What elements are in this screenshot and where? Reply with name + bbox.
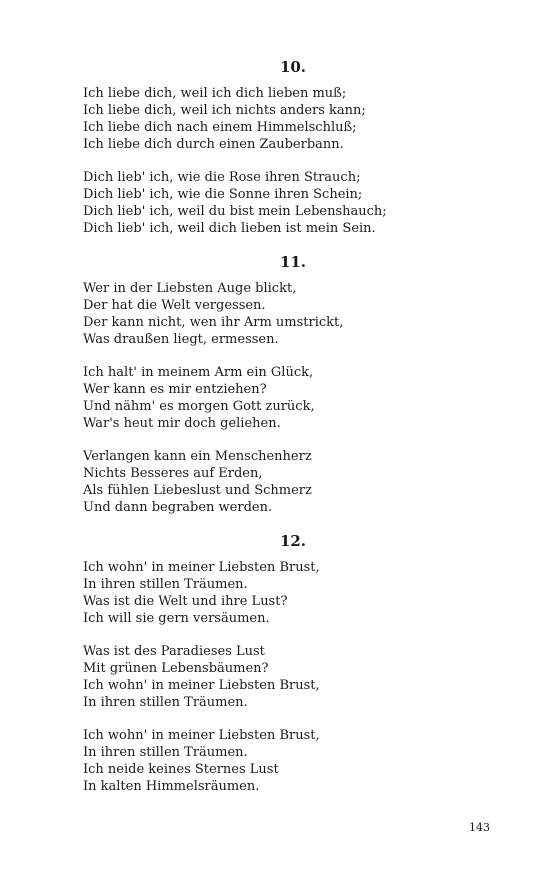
poem-11 <box>83 253 483 516</box>
verse-line: Was ist des Paradieses Lust <box>83 644 265 659</box>
verse-line: Ich liebe dich, weil ich nichts anders kann; <box>83 103 366 118</box>
verse-line: Mit grünen Lebensbäumen? <box>83 661 269 676</box>
poem-10 <box>83 58 483 237</box>
stanza <box>83 85 483 153</box>
verse-line: War's heut mir doch geliehen. <box>83 416 281 431</box>
verse-line: Ich will sie gern versäumen. <box>83 611 270 626</box>
verse-line: Ich wohn' in meiner Liebsten Brust, <box>83 678 320 693</box>
verse-line: Dich lieb' ich, wie die Rose ihren Strauch; <box>83 170 361 185</box>
stanza <box>83 280 483 348</box>
verse-line: In ihren stillen Träumen. <box>83 745 248 760</box>
verse-line: Der kann nicht, wen ihr Arm umstrickt, <box>83 315 344 330</box>
verse-line: Als fühlen Liebeslust und Schmerz <box>83 483 312 498</box>
verse-line: Ich liebe dich durch einen Zauberbann. <box>83 137 344 152</box>
verse-line: Verlangen kann ein Menschenherz <box>83 449 312 464</box>
verse-line: Dich lieb' ich, wie die Sonne ihren Schein; <box>83 187 363 202</box>
verse-line: In kalten Himmelsräumen. <box>83 779 260 794</box>
verse-line: Dich lieb' ich, weil dich lieben ist mein Sein. <box>83 221 376 236</box>
verse-line: Und nähm' es morgen Gott zurück, <box>83 399 315 414</box>
verse-line: Ich liebe dich nach einem Himmelschluß; <box>83 120 357 135</box>
stanza <box>83 643 483 711</box>
poem-number: 12. <box>279 532 307 550</box>
stanza <box>83 364 483 432</box>
stanza <box>83 448 483 516</box>
verse-line: Ich neide keines Sternes Lust <box>83 762 279 777</box>
verse-line: Nichts Besseres auf Erden, <box>83 466 263 481</box>
poem-number: 11. <box>279 253 307 271</box>
verse-line: Ich halt' in meinem Arm ein Glück, <box>83 365 314 380</box>
verse-line: Wer in der Liebsten Auge blickt, <box>83 281 297 296</box>
poem-number: 10. <box>279 58 307 76</box>
verse-line: Dich lieb' ich, weil du bist mein Lebenshauch; <box>83 204 387 219</box>
verse-line: In ihren stillen Träumen. <box>83 577 248 592</box>
stanza <box>83 727 483 795</box>
verse-line: Ich wohn' in meiner Liebsten Brust, <box>83 560 320 575</box>
verse-line: Was ist die Welt und ihre Lust? <box>83 594 288 609</box>
stanza <box>83 169 483 237</box>
verse-line: In ihren stillen Träumen. <box>83 695 248 710</box>
verse-line: Was draußen liegt, ermessen. <box>83 332 279 347</box>
verse-line: Ich wohn' in meiner Liebsten Brust, <box>83 728 320 743</box>
verse-line: Wer kann es mir entziehen? <box>83 382 267 397</box>
verse-line: Und dann begraben werden. <box>83 500 273 515</box>
page-content <box>83 58 483 811</box>
poem-12 <box>83 532 483 795</box>
page-number: 143 <box>469 821 490 834</box>
verse-line: Ich liebe dich, weil ich dich lieben muß; <box>83 86 347 101</box>
verse-line: Der hat die Welt vergessen. <box>83 298 266 313</box>
stanza <box>83 559 483 627</box>
